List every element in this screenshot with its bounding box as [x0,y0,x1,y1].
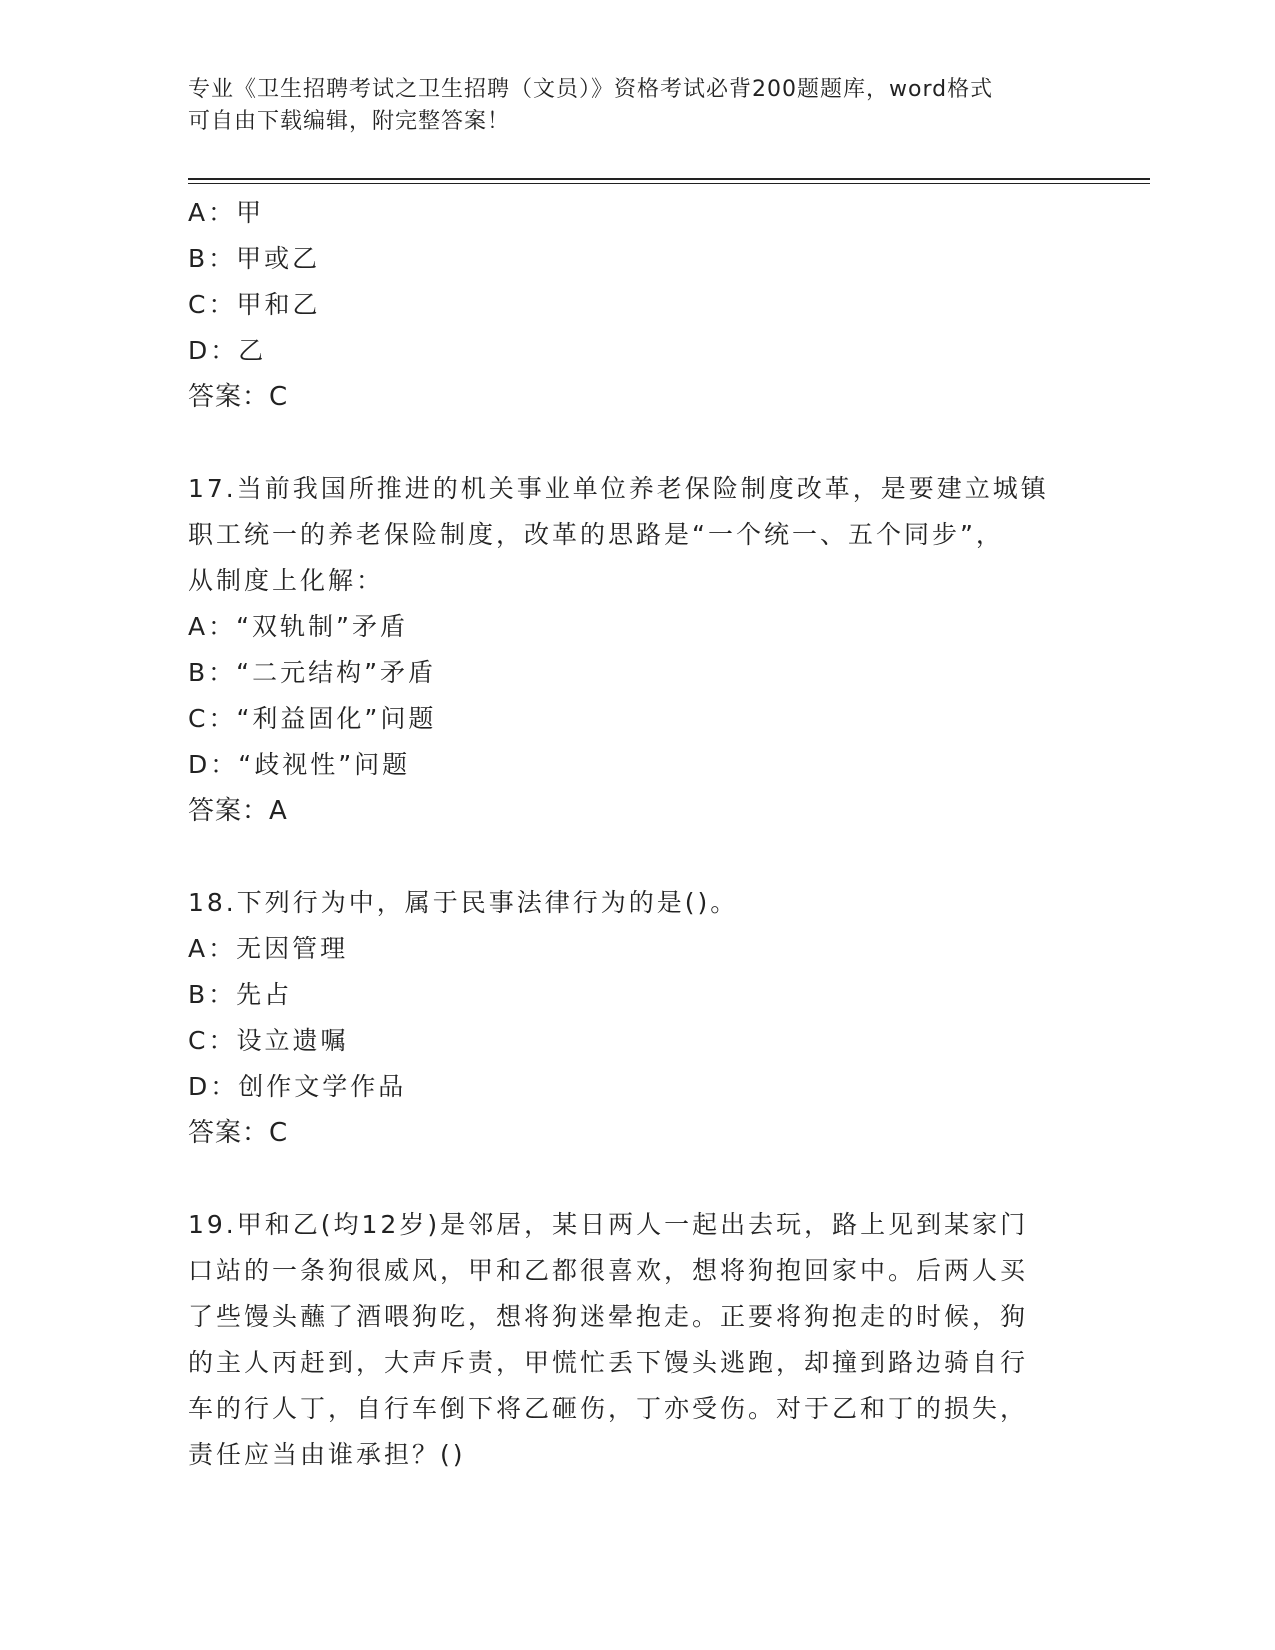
question-stem-line: 的主人丙赶到，大声斥责，甲慌忙丢下馒头逃跑，却撞到路边骑自行 [188,1348,1029,1377]
question-stem-line: 口站的一条狗很威风，甲和乙都很喜欢，想将狗抱回家中。后两人买 [188,1256,1029,1285]
question-19 [188,1202,1088,1478]
header-title-line-2: 可自由下载编辑，附完整答案！ [188,109,511,134]
option-c: C：设立遗嘱 [188,1026,349,1055]
option-b: B：先占 [188,980,293,1009]
header-title-line-1: 专业《卫生招聘考试之卫生招聘（文员）》资格考试必背200题题库，word格式 [188,77,994,102]
question-stem-line: 了些馒头蘸了酒喂狗吃，想将狗迷晕抱走。正要将狗抱走的时候，狗 [188,1302,1029,1331]
header-divider-thick [188,178,1150,180]
question-stem-line: 车的行人丁，自行车倒下将乙砸伤，丁亦受伤。对于乙和丁的损失， [188,1394,1029,1423]
option-a: A：“双轨制”矛盾 [188,612,409,641]
question-stem-line: 职工统一的养老保险制度，改革的思路是“一个统一、五个同步”， [188,520,1004,549]
option-c: C：“利益固化”问题 [188,704,437,733]
question-stem-line: 17.当前我国所推进的机关事业单位养老保险制度改革，是要建立城镇 [188,474,1049,503]
option-b: B：甲或乙 [188,244,321,273]
question-stem-line: 从制度上化解： [188,566,385,595]
option-d: D：乙 [188,336,267,365]
question-list [188,190,1088,1478]
question-stem-line: 18.下列行为中，属于民事法律行为的是()。 [188,888,739,917]
question-16 [188,190,1088,420]
question-17 [188,466,1088,834]
option-b: B：“二元结构”矛盾 [188,658,437,687]
question-stem-line: 19.甲和乙(均12岁)是邻居，某日两人一起出去玩，路上见到某家门 [188,1210,1029,1239]
option-d: D：“歧视性”问题 [188,750,411,779]
option-a: A：甲 [188,198,265,227]
option-a: A：无因管理 [188,934,349,963]
document-header [188,74,1088,138]
option-c: C：甲和乙 [188,290,321,319]
question-stem-line: 责任应当由谁承担？() [188,1440,466,1469]
answer: 答案：A [188,796,288,826]
answer: 答案：C [188,1118,289,1148]
spacer [188,834,1088,880]
answer: 答案：C [188,382,289,412]
header-divider-thin [188,183,1150,184]
spacer [188,1156,1088,1202]
spacer [188,420,1088,466]
question-18 [188,880,1088,1156]
option-d: D：创作文学作品 [188,1072,407,1101]
